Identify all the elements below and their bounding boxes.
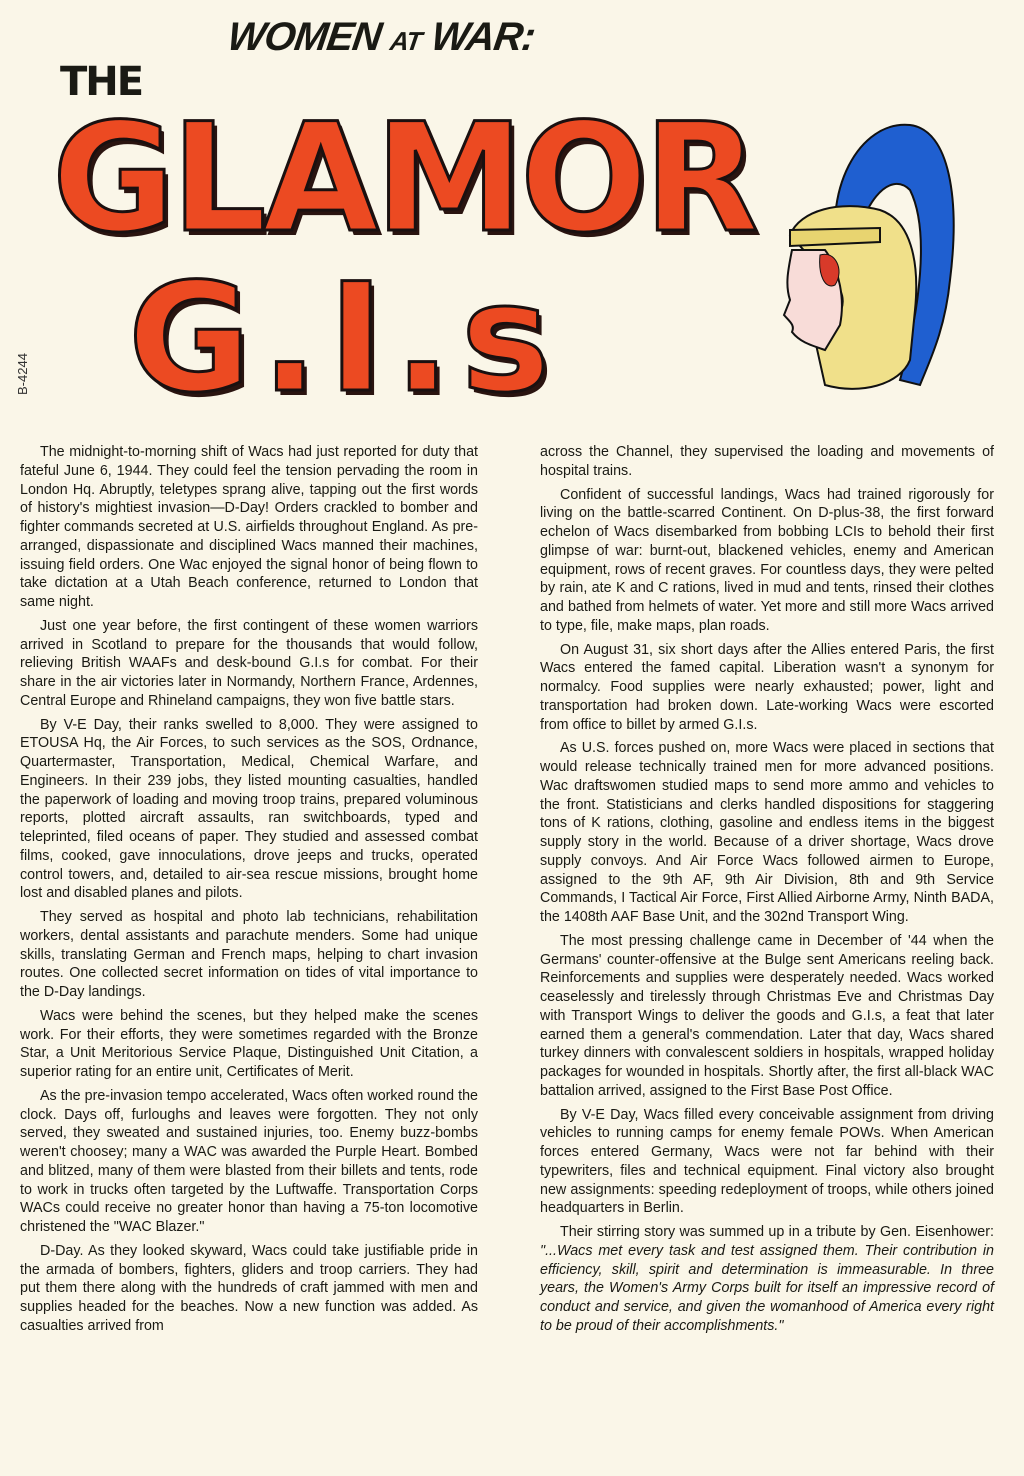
paragraph: Wacs were behind the scenes, but they helped make the scenes work. For their efforts, they were sometimes regarded with the Bronze Star, a Unit Meritorious Service Plaque, Distinguished Unit Citation, a superior rating for an entire unit, Certificates of Merit. <box>20 1007 478 1080</box>
title-line-2: G.I.s <box>128 252 561 426</box>
title-line-1: GLAMOR <box>52 92 756 266</box>
kicker-heading <box>225 14 538 60</box>
paragraph: By V-E Day, Wacs filled every conceivable assignment from driving vehicles to running camps for enemy female POWs. When American forces entered Germany, Wacs were not far behind with their typewriters, files and technical equipment. Final victory also brought new assignments: speeding redeployment of troops, while others joined headquarters in Berlin. <box>540 1106 994 1217</box>
closing-intro: Their stirring story was summed up in a tribute by Gen. Eisenhower: <box>560 1224 994 1240</box>
page-code: B-4244 <box>15 353 30 395</box>
paragraph: By V-E Day, their ranks swelled to 8,000. They were assigned to ETOUSA Hq, the Air Forces, to such services as the SOS, Ordnance, Quartermaster, Transportation, Medical, Chemical Warfare, and Engineers. In their 239 jobs, they listed mounting casualties, handled the paperwork of loading and moving troop trains, prepared voluminous reports, plotted aircraft assaults, ran switchboards, typed and teleprinted, filed oceans of paper. They studied and assessed combat films, cooked, gave innoculations, drove jeeps and trucks, operated control towers, and, detailed to air-sea rescue missions, brought home lost and disabled planes and pilots. <box>20 716 478 902</box>
paragraph: The most pressing challenge came in December of '44 when the Germans' counter-offensive at the Bulge sent Americans reeling back. Reinforcements and supplies were desperately needed. Wacs worked ceaselessly and tirelessly through Christmas Eve and Christmas Day with Transport Wings to deliver the goods and G.I.s, a feat that later earned them a general's commendation. Later that day, Wacs shared turkey dinners with convalescent soldiers in hospitals, wrapped holiday packages for wounded in hospitals. Shortly after, the first all-black WAC battalion arrived, assigned to the First Base Post Office. <box>540 932 994 1099</box>
paragraph: The midnight-to-morning shift of Wacs had just reported for duty that fateful June 6, 1944. They could feel the tension pervading the room in London Hq. Abruptly, teletypes sprang alive, tapping out the first words of history's mightiest invasion—D-Day! Orders crackled to bomber and fighter commands secreted at U.S. airfields throughout England. As pre-arranged, dispassionate and disciplined Wacs manned their machines, issuing field orders. One Wac enjoyed the signal honor of being flown to take dictation at a Utah Beach conference, returned to London that same night. <box>20 444 478 610</box>
paragraph: On August 31, six short days after the Allies entered Paris, the first Wacs entered the famed capital. Liberation wasn't a synonym for normalcy. Food supplies were nearly exhausted; power, light and transportation had broken down. Late-working Wacs were escorted from office to billet by armed G.I.s. <box>540 641 994 733</box>
eisenhower-quote: "...Wacs met every task and test assigned them. Their contribution in efficiency, skill, spirit and determination is immeasurable. In three years, the Women's Army Corps built for itself an impressive record of conduct and service, and given the womanhood of America every right to be proud of their accomplishments." <box>540 1242 994 1334</box>
kicker-word: WAR: <box>428 15 538 59</box>
kicker-word: AT <box>388 26 424 56</box>
paragraph: As U.S. forces pushed on, more Wacs were placed in sections that would release technically trained men for more advanced positions. Wac draftswomen studied maps to send more ammo and vehicles to the front. Statisticians and clerks handled dispositions for staggering tons of K rations, clothing, gasoline and endless items in the biggest supply story in the world. Because of a driver shortage, Wacs drove supply convoys. And Air Force Wacs followed airmen to Europe, assigned to the 9th AF, 9th Air Division, 8th and 9th Service Commands, I Tactical Air Force, First Allied Airborne Army, Ninth BADA, the 1408th AAF Base Unit, and the 302nd Transport Wing. <box>540 740 994 925</box>
paragraph: As the pre-invasion tempo accelerated, Wacs often worked round the clock. Days off, furloughs and leaves were forgotten. They not only served, they sweated and sustained injuries, too. Enemy buzz-bombs weren't choosey; many a WAC was awarded the Purple Heart. Bombed and blitzed, many of them were blasted from their billets and tents, rode to work in trucks often targeted by the Luftwaffe. Transportation Corps WACs could receive no greater honor than having a 75-ton locomotive christened the "WAC Blazer." <box>20 1087 478 1235</box>
closing-paragraph <box>540 1223 994 1336</box>
paragraph: Just one year before, the first contingent of these women warriors arrived in Scotland to prepare for the thousands that would follow, relieving British WAAFs and desk-bound G.I.s for combat. For their share in the air victories later in Normandy, Northern France, Ardennes, Central Europe and Rhineland campaigns, they won five battle stars. <box>20 617 478 709</box>
article-column-right <box>540 443 994 1341</box>
article-column-left <box>20 443 478 1341</box>
paragraph: They served as hospital and photo lab technicians, rehabilitation workers, dental assistants and parachute menders. Some had unique skills, translating German and French maps, helping to chart invasion routes. One collected secret information on tides of vital importance to the D-Day landings. <box>20 909 478 1000</box>
helmet-illustration-icon <box>780 110 960 400</box>
title-the: THE <box>60 59 143 105</box>
kicker-word: WOMEN <box>224 15 384 59</box>
paragraph: D-Day. As they looked skyward, Wacs could take justifiable pride in the armada of bombers, fighters, gliders and troop carriers. They had put them there along with the hundreds of craft jammed with men and supplies headed for the beaches. Now a new function was added. As casualties arrived from <box>20 1242 478 1334</box>
paragraph: Confident of successful landings, Wacs had trained rigorously for living on the battle-scarred Continent. On D-plus-38, the first forward echelon of Wacs disembarked from bobbing LCIs to behold their first glimpse of war: burnt-out, blackened vehicles, enemy and American equipment, rows of recent graves. For countless days, they were pelted by rain, ate K and C rations, lived in mud and tents, rinsed their clothes and bathed from helmets of water. Yet more and still more Wacs arrived to type, file, make maps, plan roads. <box>540 486 994 634</box>
paragraph: across the Channel, they supervised the loading and movements of hospital trains. <box>540 444 994 479</box>
